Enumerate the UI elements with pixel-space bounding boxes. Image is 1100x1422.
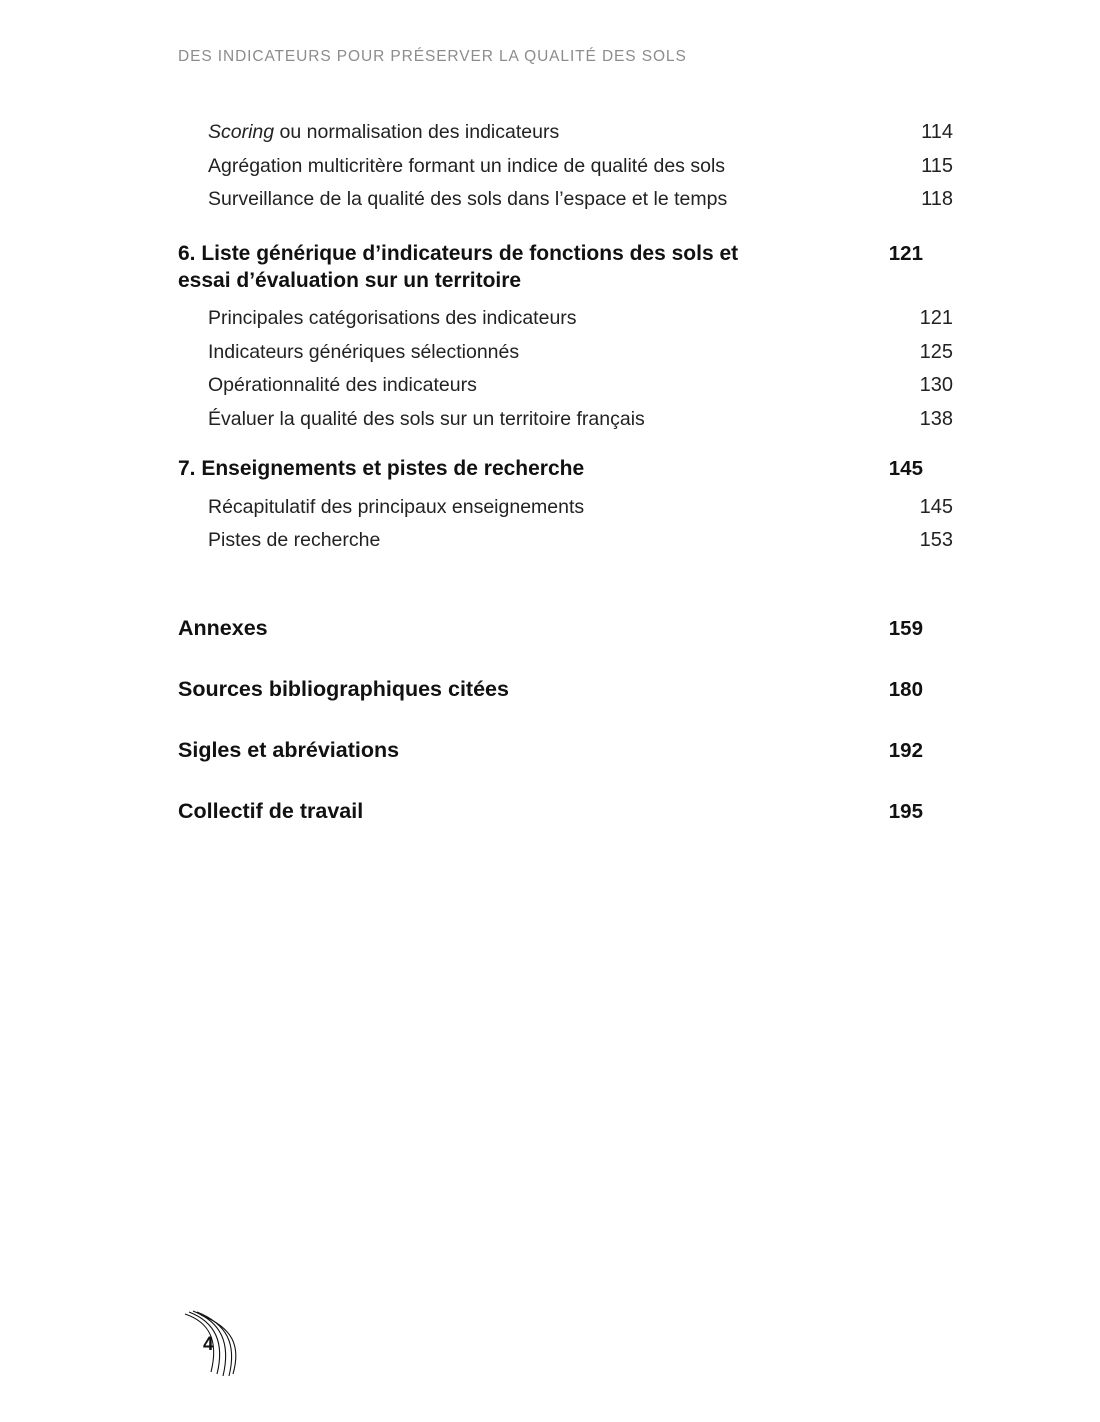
toc-entry[interactable] [208,409,953,430]
toc-entry-page: 115 [921,154,953,177]
toc-backmatter-entry[interactable] [178,677,923,702]
toc-entry-page: 130 [919,374,953,397]
toc-entry-page: 180 [888,677,923,701]
toc-entry-page: 192 [888,738,923,762]
toc-entry-label: Opérationnalité des indicateurs [208,374,477,397]
toc-entry[interactable] [208,375,953,396]
toc-entry-label: 7. Enseignements et pistes de recherche [178,457,585,481]
toc-entry-label: Indicateurs génériques sélectionnés [208,340,520,363]
toc-entry-label: Collectif de travail [178,798,364,823]
toc-entry-label: Sources bibliographiques citées [178,676,509,701]
toc-entry-page: 195 [888,799,923,823]
toc-entry-page: 153 [919,529,953,552]
toc-entry[interactable] [208,156,953,177]
toc-entry-label: Pistes de recherche [208,529,381,552]
toc-entry-page: 145 [919,495,953,518]
toc-entry[interactable] [208,189,953,210]
toc-entry-page: 118 [921,188,953,210]
folio-number: 4 [203,1334,214,1355]
running-head: DES INDICATEURS POUR PRÉSERVER LA QUALITÉ DES SOLS [178,48,687,65]
toc-entry-label: Évaluer la qualité des sols sur un territoire français [208,407,645,430]
toc-backmatter-entry[interactable] [178,799,923,824]
toc-entry-label: Récapitulatif des principaux enseignements [208,495,585,518]
toc-entry-label: Annexes [178,615,268,640]
toc-entry-page: 114 [921,121,953,143]
toc-entry-page: 145 [888,457,923,481]
toc-entry[interactable] [208,122,953,143]
toc-backmatter-entry[interactable] [178,738,923,763]
toc-entry-label [208,123,579,143]
toc-entry[interactable] [208,308,953,329]
toc-entry-page: 159 [888,616,923,640]
toc-entry[interactable] [208,497,953,518]
toc-entry-page: 125 [919,340,953,363]
table-of-contents [178,121,953,824]
toc-entry-label: Agrégation multicritère formant un indice de qualité des sols [208,154,726,177]
toc-entry-page: 121 [919,307,953,330]
toc-entry-label: Surveillance de la qualité des sols dans l’espace et le temps [208,188,728,210]
toc-backmatter-entry[interactable] [178,616,923,641]
page-folio [175,1310,265,1380]
toc-chapter-entry[interactable] [178,455,923,483]
toc-entry[interactable] [208,342,953,363]
toc-entry-label: Principales catégorisations des indicateurs [208,307,577,330]
toc-entry-page: 138 [919,407,953,430]
section-spacer [178,564,923,580]
toc-entry-label-italic: Scoring [208,121,275,143]
toc-entry[interactable] [208,530,953,551]
toc-chapter-entry[interactable] [178,240,923,295]
spiral-lines-ornament [175,1310,265,1380]
toc-entry-label-rest: ou normalisation des indicateurs [274,121,560,143]
toc-entry-page: 121 [888,241,923,265]
toc-entry-label: Sigles et abréviations [178,737,400,762]
toc-entry-label: 6. Liste générique d’indicateurs de fonctions des sols et essai d’évaluation sur un territoire [178,241,739,292]
